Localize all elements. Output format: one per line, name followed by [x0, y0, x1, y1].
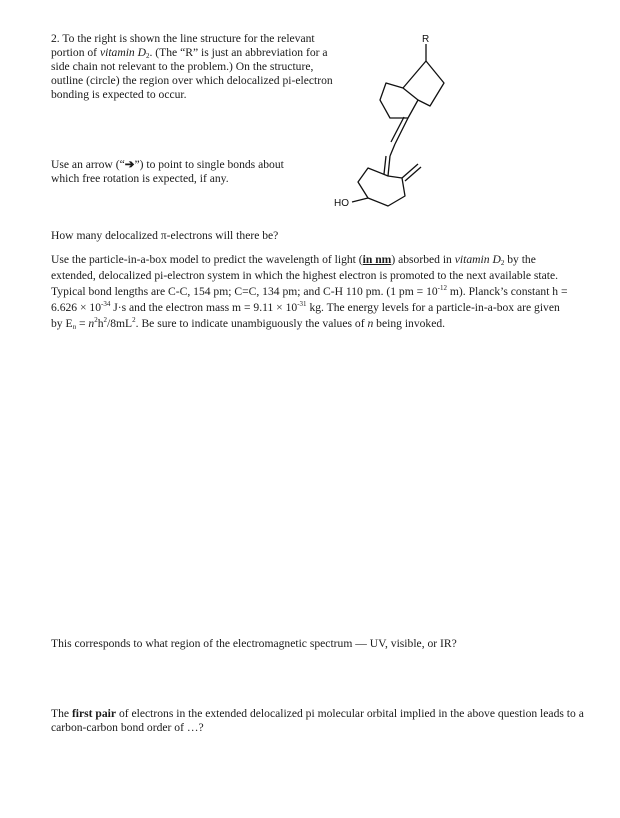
- arrow-icon: ➔: [124, 158, 135, 171]
- arrow-instruction: Use an arrow (“➔”) to point to single bonds about which free rotation is expected, if any.: [51, 158, 284, 185]
- question-number: 2.: [51, 32, 60, 45]
- bond-order-question: The first pair of electrons in the extended delocalized pi molecular orbital implied in the above question leads to a carbon-carbon bond order of …?: [51, 707, 584, 734]
- question-2-intro: [51, 32, 333, 102]
- particle-in-box-question: Use the particle-in-a-box model to predict the wavelength of light (in nm) absorbed in vitamin $D_2$ by the extended, delocalized pi-electron system in which the highest electron is promoted to the next available state. Typical bond lengths are C-C, 154 pm; C=C, 134 pm; and C-H 110 pm. (1 pm = $10^{-12}$ m). Planck’s constant $h = 6.626 \times 10^{-34}$ J·s and the electron mass $m = 9.11 \times 10^{-31}$ kg. The energy levels for a particle-in-a-box are given by $E_n = n^2h^2/8mL^2$. Be sure to indicate unambiguously the values of n being invoked.: [51, 253, 568, 331]
- ho-label: HO: [334, 198, 349, 209]
- r-label: R: [422, 34, 430, 45]
- delocalized-electrons-question: How many delocalized π-electrons will there be?: [51, 229, 279, 242]
- vitamin-d2-line-structure: [330, 28, 460, 213]
- spectrum-region-question: This corresponds to what region of the electromagnetic spectrum — UV, visible, or IR?: [51, 637, 457, 650]
- question-2-text: 2. To the right is shown the line structure for the relevant portion of vitamin $D_2$. (The “R” is just an abbreviation for a side chain not relevant to the problem.) On the structure, outline (circle) the region over which delocalized pi-electron bonding is expected to occur.: [51, 32, 333, 101]
